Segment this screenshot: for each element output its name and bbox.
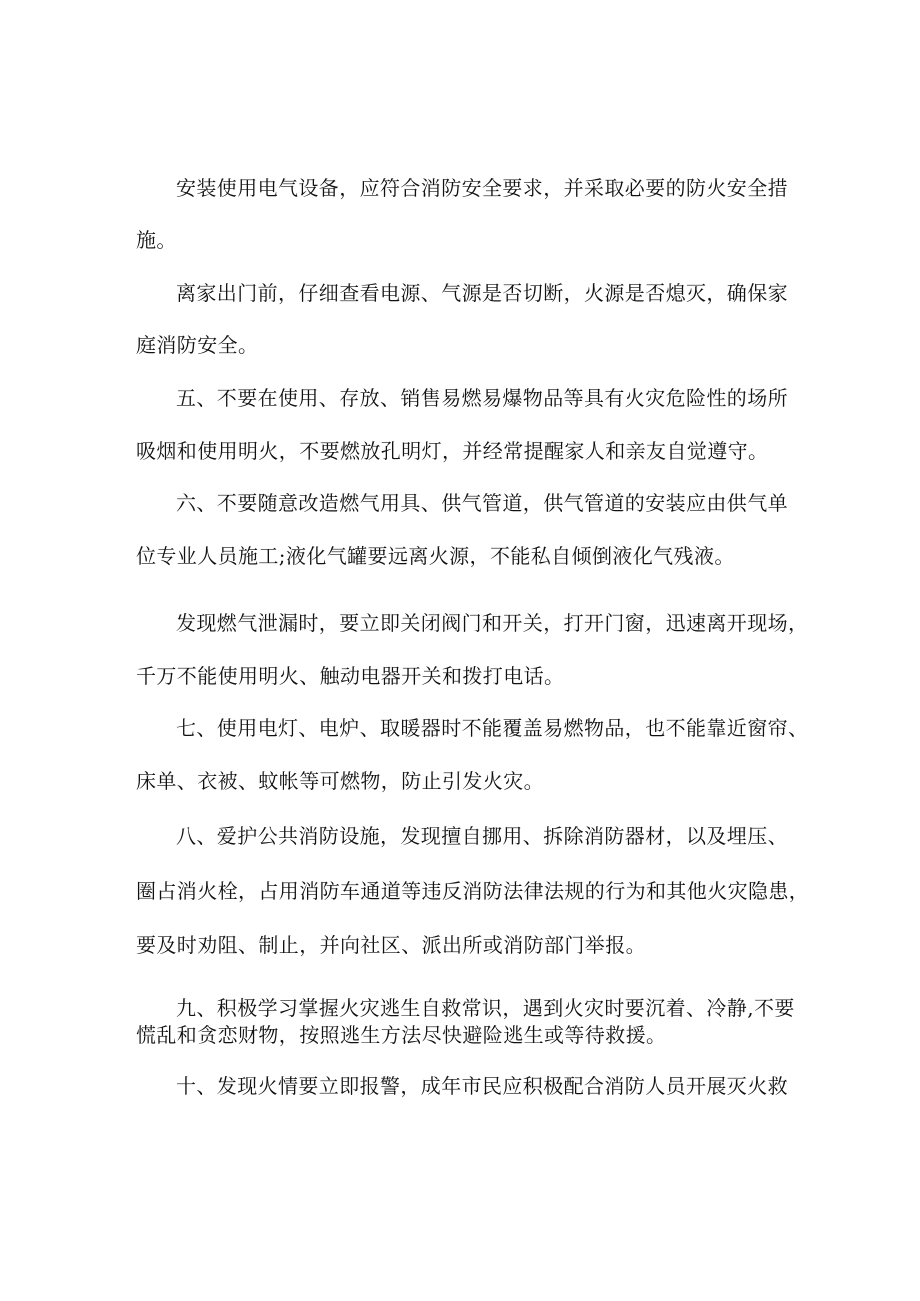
text-line: 离家出门前，仔细查看电源、气源是否切断，火源是否熄灭，确保家 [176, 281, 788, 305]
text-line: 要及时劝阻、制止，并向社区、派出所或消防部门举报。 [136, 933, 646, 957]
text-line: 床单、衣被、蚊帐等可燃物，防止引发火灾。 [136, 769, 544, 793]
text-line: 十、发现火情要立即报警，成年市民应积极配合消防人员开展灭火救 [176, 1074, 788, 1098]
text-line: 千万不能使用明火、触动电器开关和拨打电话。 [136, 664, 565, 688]
text-line: 安装使用电气设备，应符合消防安全要求，并采取必要的防火安全措 [176, 176, 788, 200]
text-line: 庭消防安全。 [136, 333, 259, 357]
text-line: 五、不要在使用、存放、销售易燃易爆物品等具有火灾危险性的场所 [176, 386, 788, 410]
text-line: 施。 [136, 228, 177, 252]
text-line: 圈占消火栓，占用消防车通道等违反消防法律法规的行为和其他火灾隐患， [136, 879, 810, 903]
text-line: 七、使用电灯、电炉、取暖器时不能覆盖易燃物品，也不能靠近窗帘、 [176, 716, 809, 740]
text-line: 九、积极学习掌握火灾逃生自救常识，遇到火灾时要沉着、冷静,不要 [176, 996, 795, 1020]
text-line: 六、不要随意改造燃气用具、供气管道，供气管道的安装应由供气单 [176, 491, 788, 515]
text-line: 八、爱护公共消防设施，发现擅自挪用、拆除消防器材，以及埋压、 [176, 824, 788, 848]
text-line: 发现燃气泄漏时，要立即关闭阀门和开关，打开门窗，迅速离开现场， [176, 611, 809, 635]
text-line: 位专业人员施工;液化气罐要远离火源，不能私自倾倒液化气残液。 [136, 544, 735, 568]
text-line: 慌乱和贪恋财物，按照逃生方法尽快避险逃生或等待救援。 [136, 1023, 667, 1047]
text-line: 吸烟和使用明火，不要燃放孔明灯，并经常提醒家人和亲友自觉遵守。 [136, 439, 769, 463]
